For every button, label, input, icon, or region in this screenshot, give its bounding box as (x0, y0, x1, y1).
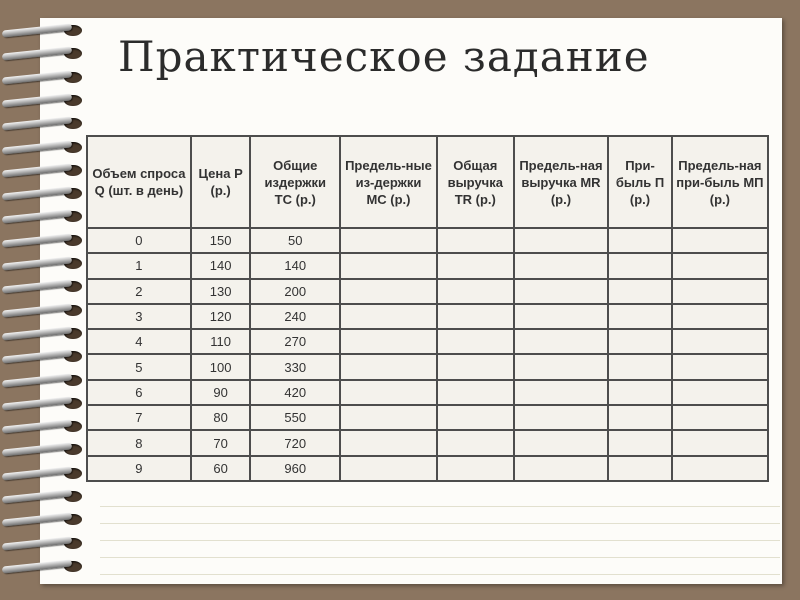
spiral-ring (2, 210, 90, 222)
table-cell (514, 253, 609, 278)
table-cell: 330 (250, 354, 340, 379)
table-cell (340, 430, 437, 455)
table-cell (672, 430, 768, 455)
table-cell (608, 304, 672, 329)
table-cell: 3 (87, 304, 191, 329)
table-cell: 1 (87, 253, 191, 278)
spiral-ring (2, 420, 90, 432)
table-cell: 60 (191, 456, 251, 481)
ruled-lines (100, 490, 780, 580)
page-title: Практическое задание (118, 32, 650, 81)
table-cell: 4 (87, 329, 191, 354)
table-row (87, 228, 768, 253)
table-row (87, 354, 768, 379)
table-cell (608, 405, 672, 430)
table-cell: 140 (191, 253, 251, 278)
table-cell (340, 279, 437, 304)
spiral-ring (2, 187, 90, 199)
table-cell (340, 304, 437, 329)
table-cell (340, 228, 437, 253)
spiral-ring (2, 560, 90, 572)
table-cell: 550 (250, 405, 340, 430)
header-total-cost: Общие издержки TC (р.) (250, 136, 340, 228)
table-cell (514, 380, 609, 405)
header-quantity: Объем спроса Q (шт. в день) (87, 136, 191, 228)
table-cell: 720 (250, 430, 340, 455)
table-cell (437, 253, 514, 278)
table-row (87, 405, 768, 430)
table-cell (437, 228, 514, 253)
spiral-ring (2, 164, 90, 176)
table-cell: 8 (87, 430, 191, 455)
spiral-ring (2, 280, 90, 292)
table-cell (340, 456, 437, 481)
table-cell (608, 430, 672, 455)
table-cell (514, 279, 609, 304)
table-cell (608, 279, 672, 304)
table-cell (340, 354, 437, 379)
header-marginal-cost: Предель-ные из-держки MC (р.) (340, 136, 437, 228)
spiral-ring (2, 24, 90, 36)
table-row (87, 253, 768, 278)
spiral-ring (2, 327, 90, 339)
table-cell (514, 228, 609, 253)
spiral-ring (2, 467, 90, 479)
table-cell (672, 228, 768, 253)
table-cell: 9 (87, 456, 191, 481)
table-cell: 420 (250, 380, 340, 405)
table-cell (672, 456, 768, 481)
spiral-ring (2, 513, 90, 525)
table-cell: 240 (250, 304, 340, 329)
table-cell (437, 380, 514, 405)
spiral-ring (2, 397, 90, 409)
table-cell (514, 456, 609, 481)
table-container (86, 135, 769, 482)
table-cell (672, 354, 768, 379)
table-row (87, 456, 768, 481)
table-cell (608, 380, 672, 405)
spiral-ring (2, 117, 90, 129)
table-cell (672, 380, 768, 405)
table-cell (437, 354, 514, 379)
table-header-row (87, 136, 768, 228)
header-total-revenue: Общая выручка TR (р.) (437, 136, 514, 228)
table-cell (608, 329, 672, 354)
table-cell (514, 430, 609, 455)
spiral-ring (2, 374, 90, 386)
table-cell (340, 380, 437, 405)
table-cell (672, 279, 768, 304)
spiral-ring (2, 234, 90, 246)
table-cell (672, 329, 768, 354)
table-cell: 2 (87, 279, 191, 304)
spiral-ring (2, 71, 90, 83)
table-cell: 120 (191, 304, 251, 329)
table-cell (437, 456, 514, 481)
table-cell (437, 430, 514, 455)
table-cell (514, 405, 609, 430)
table-cell (340, 405, 437, 430)
table-cell: 130 (191, 279, 251, 304)
table-cell: 90 (191, 380, 251, 405)
table-cell (608, 456, 672, 481)
table-cell (608, 354, 672, 379)
spiral-ring (2, 304, 90, 316)
table-cell (437, 279, 514, 304)
table-cell (514, 354, 609, 379)
table-cell (608, 228, 672, 253)
header-marginal-revenue: Предель-ная выручка MR (р.) (514, 136, 609, 228)
spiral-binding (2, 24, 92, 584)
spiral-ring (2, 94, 90, 106)
table-cell: 140 (250, 253, 340, 278)
table-cell: 6 (87, 380, 191, 405)
table-cell: 5 (87, 354, 191, 379)
header-profit: При-быль П (р.) (608, 136, 672, 228)
table-cell: 0 (87, 228, 191, 253)
table-cell: 270 (250, 329, 340, 354)
table-cell: 70 (191, 430, 251, 455)
spiral-ring (2, 257, 90, 269)
table-cell: 50 (250, 228, 340, 253)
table-cell (672, 405, 768, 430)
table-cell: 110 (191, 329, 251, 354)
header-price: Цена P (р.) (191, 136, 251, 228)
table-cell: 150 (191, 228, 251, 253)
table-cell (514, 304, 609, 329)
table-row (87, 380, 768, 405)
table-cell (608, 253, 672, 278)
table-cell: 200 (250, 279, 340, 304)
table-cell: 80 (191, 405, 251, 430)
spiral-ring (2, 141, 90, 153)
table-row (87, 430, 768, 455)
table-cell (437, 304, 514, 329)
table-cell (340, 329, 437, 354)
table-cell (437, 329, 514, 354)
table-body (87, 228, 768, 481)
spiral-ring (2, 350, 90, 362)
spiral-ring (2, 490, 90, 502)
spiral-ring (2, 443, 90, 455)
table-cell (437, 405, 514, 430)
task-table (86, 135, 769, 482)
table-row (87, 304, 768, 329)
spiral-ring (2, 537, 90, 549)
table-cell: 100 (191, 354, 251, 379)
table-cell (514, 329, 609, 354)
table-cell (672, 304, 768, 329)
table-row (87, 279, 768, 304)
table-cell: 960 (250, 456, 340, 481)
table-row (87, 329, 768, 354)
table-cell: 7 (87, 405, 191, 430)
table-cell (340, 253, 437, 278)
table-cell (672, 253, 768, 278)
spiral-ring (2, 47, 90, 59)
header-marginal-profit: Предель-ная при-быль МП (р.) (672, 136, 768, 228)
